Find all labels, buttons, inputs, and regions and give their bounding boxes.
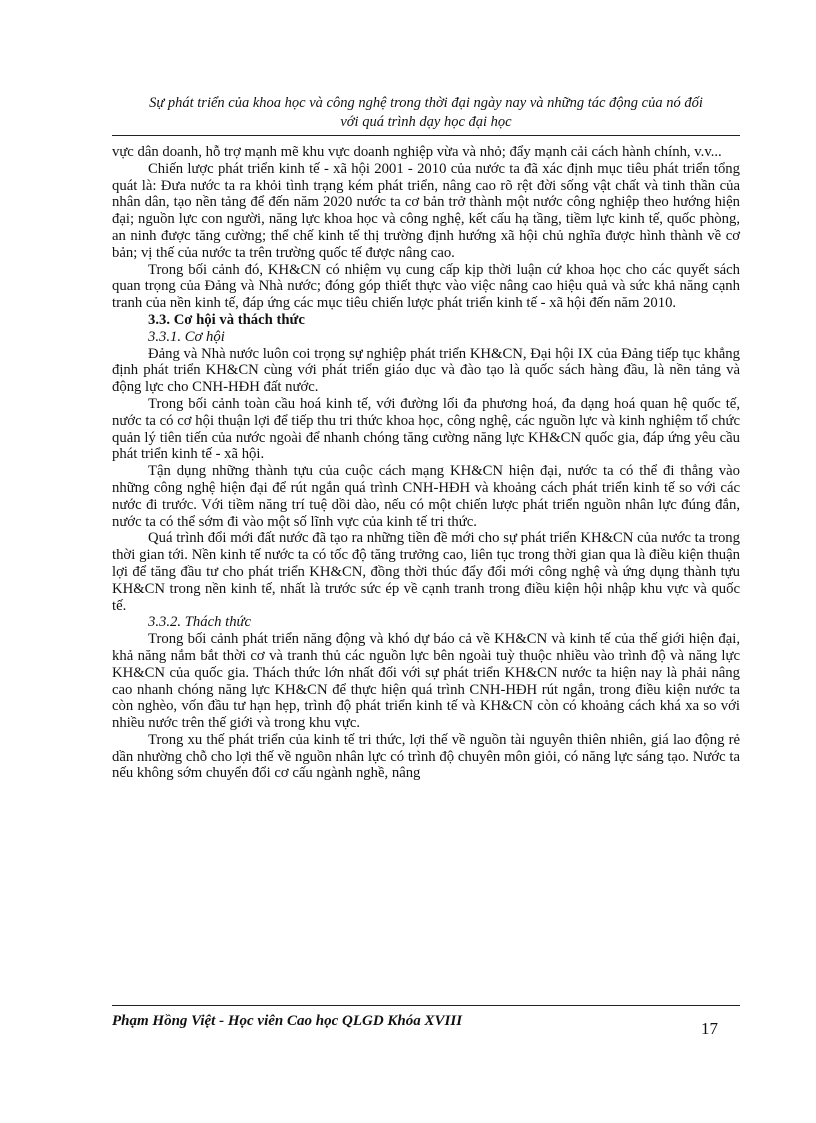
paragraph-3: Trong bối cảnh đó, KH&CN có nhiệm vụ cung cấp kịp thời luận cứ khoa học cho các quyết sách quan trọng của Đảng và Nhà nước; đóng góp thiết thực vào việc nâng cao hiệu quả và sức khả năng cạnh tranh của nền kinh tế, đáp ứng các mục tiêu chiến lược phát triển kinh tế - xã hội đến năm 2010. — [112, 261, 740, 312]
paragraph-8: Trong bối cảnh phát triển năng động và khó dự báo cả về KH&CN và kinh tế của thế giới hiện đại, khả năng nắm bắt thời cơ và tranh thủ các nguồn lực bên ngoài tuỳ thuộc nhiều vào trình độ và năng lực KH&CN của quốc gia. Thách thức lớn nhất đối với sự phát triển KH&CN nước ta hiện nay là phải nâng cao nhanh chóng năng lực KH&CN để thực hiện quá trình CNH-HĐH rút ngắn, trong điều kiện nước ta còn nghèo, vốn đầu tư hạn hẹp, trình độ phát triển kinh tế và KH&CN còn có khoảng cách khá xa so với nhiều nước trên thế giới và trong khu vực. — [112, 631, 740, 732]
footer-author: Phạm Hồng Việt - Học viên Cao học QLGD Khóa XVIII — [112, 1013, 463, 1029]
footer-rule — [112, 1005, 740, 1006]
paragraph-7: Quá trình đổi mới đất nước đã tạo ra những tiền đề mới cho sự phát triển KH&CN của nước ta trong thời gian tới. Nền kinh tế nước ta có tốc độ tăng trưởng cao, liên tục trong thời gian qua là điều kiện thuận lợi để tăng đầu tư cho phát triển KH&CN, đồng thời thúc đẩy đổi mới công nghệ và ứng dụng thành tựu KH&CN trong nền kinh tế, nhất là trước sức ép về cạnh tranh trong điều kiện hội nhập khu vực và quốc tế. — [112, 530, 740, 614]
running-header-line-1: Sự phát triển của khoa học và công nghệ trong thời đại ngày nay và những tác động của nó đối — [149, 95, 703, 111]
subsection-heading-1: 3.3.1. Cơ hội — [148, 328, 225, 345]
header-rule — [112, 135, 740, 136]
paragraph-6: Tận dụng những thành tựu của cuộc cách mạng KH&CN hiện đại, nước ta có thể đi thẳng vào những công nghệ hiện đại để rút ngắn quá trình CNH-HĐH và khoảng cách phát triển kinh tế so với các nước đi trước. Với tiềm năng trí tuệ dồi dào, nếu có một chiến lược phát triển nguồn nhân lực đúng đắn, nước ta có thể sớm đi vào một số lĩnh vực của kinh tế tri thức. — [112, 463, 740, 530]
paragraph-4: Đảng và Nhà nước luôn coi trọng sự nghiệp phát triển KH&CN, Đại hội IX của Đảng tiếp tục khẳng định phát triển KH&CN cùng với phát triển giáo dục và đào tạo là quốc sách hàng đầu, là nền tảng và động lực cho CNH-HĐH đất nước. — [112, 345, 740, 396]
section-heading: 3.3. Cơ hội và thách thức — [148, 311, 305, 328]
subsection-heading-2: 3.3.2. Thách thức — [148, 614, 252, 631]
paragraph-2: Chiến lược phát triển kinh tế - xã hội 2001 - 2010 của nước ta đã xác định mục tiêu phát triển tổng quát là: Đưa nước ta ra khỏi tình trạng kém phát triển, nâng cao rõ rệt đời sống vật chất và tinh thần của nhân dân, tạo nền tảng để đến năm 2020 nước ta cơ bản trở thành một nước công nghiệp theo hướng hiện đại; nguồn lực con người, năng lực khoa học và công nghệ, kết cấu hạ tầng, tiềm lực kinh tế, quốc phòng, an ninh được tăng cường; thể chế kinh tế thị trường định hướng xã hội chủ nghĩa được hình thành về cơ bản; vị thế của nước ta trên trường quốc tế được nâng cao. — [112, 160, 740, 261]
paragraph-9: Trong xu thế phát triển của kinh tế tri thức, lợi thế về nguồn tài nguyên thiên nhiên, giá lao động rẻ dần nhường chỗ cho lợi thế về nguồn nhân lực có trình độ chuyên môn giỏi, có năng lực sáng tạo. Nước ta nếu không sớm chuyển đổi cơ cấu ngành nghề, nâng — [112, 731, 740, 782]
paragraph-5: Trong bối cảnh toàn cầu hoá kinh tế, với đường lối đa phương hoá, đa dạng hoá quan hệ quốc tế, nước ta có cơ hội thuận lợi để tiếp thu tri thức khoa học, công nghệ, các nguồn lực và kinh nghiệm tổ chức quản lý tiên tiến của nước ngoài để nhanh chóng tăng cường năng lực KH&CN quốc gia, đáp ứng yêu cầu phát triển kinh tế - xã hội. — [112, 395, 740, 463]
paragraph-1: vực dân doanh, hỗ trợ mạnh mẽ khu vực doanh nghiệp vừa và nhỏ; đẩy mạnh cải cách hành chính, v.v... — [112, 144, 722, 160]
page-body — [112, 144, 740, 782]
running-header-line-2: với quá trình dạy học đại học — [340, 114, 512, 130]
page-number: 17 — [701, 1019, 718, 1038]
running-header — [112, 94, 740, 132]
